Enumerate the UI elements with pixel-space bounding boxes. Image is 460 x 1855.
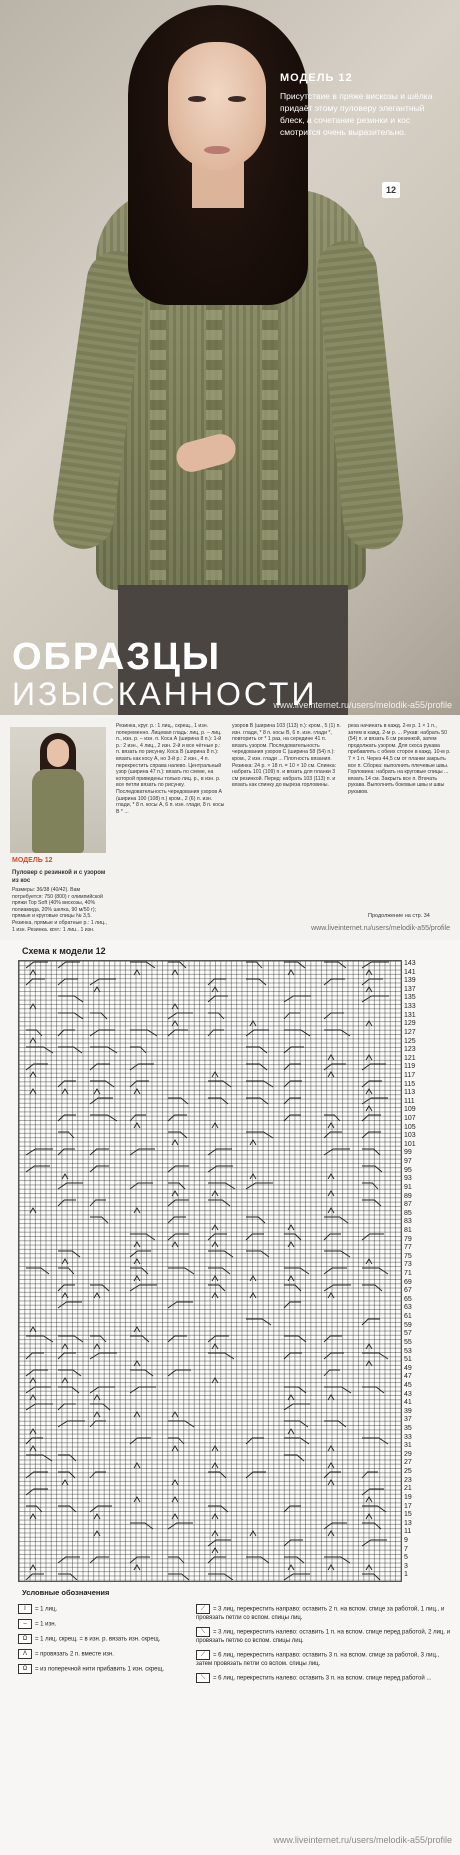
instructions-column-3: узоров В (ширина 103 (113) п.): кром., 5 (1) п. изн. глади, * 8 п. косы В, 6 п. изн. глади *, повторить от * 1 раз, на середине 41 п. вязать узором. Последовательность чередования узоров С (ширина 58 (54) п.): кром., 2 изн. глади ... Плотность вязания. Резинка: 24 р. × 18 п. = 10 × 10 см. Спинка: набрать 101 (109) п. и вязать для планки 3 см резинкой. Перед: набрать 103 (113) п. и вязать как спинку до выреза горловины. bbox=[232, 723, 341, 789]
legend-title: Условные обозначения bbox=[22, 1588, 110, 1597]
row-number: 3 bbox=[404, 1562, 408, 1570]
row-number: 63 bbox=[404, 1304, 412, 1312]
model-title: МОДЕЛЬ 12 bbox=[280, 72, 353, 84]
model-description: Присутствие в пряже вискозы и шёлка придаёт этому пуловеру элегантный блеск, а сочетание резинки и кос смотрится очень выразительно. bbox=[280, 91, 433, 137]
legend-text: = 1 лиц. bbox=[35, 1606, 58, 1613]
legend-item bbox=[196, 1673, 452, 1683]
model-lips bbox=[204, 146, 230, 154]
row-number: 69 bbox=[404, 1278, 412, 1286]
row-number: 93 bbox=[404, 1175, 412, 1183]
legend-symbol-icon: ⟋ bbox=[196, 1604, 210, 1614]
legend-symbol-icon: ⟋ bbox=[196, 1650, 210, 1660]
legend-item bbox=[18, 1664, 188, 1674]
row-number: 85 bbox=[404, 1209, 412, 1217]
row-number: 81 bbox=[404, 1226, 412, 1234]
row-number: 41 bbox=[404, 1399, 412, 1407]
model-eye bbox=[228, 96, 246, 102]
row-number: 1 bbox=[404, 1571, 408, 1579]
legend-text: = провязать 2 п. вместе изн. bbox=[35, 1651, 114, 1658]
headline-line-1: ОБРАЗЦЫ bbox=[12, 636, 222, 678]
row-number: 29 bbox=[404, 1450, 412, 1458]
instructions-column-1: Размеры: 36/38 (40/42). Вам потребуется: 750 (800) г олимпийской пряжи Top Soft (40% вискозы, 40% полиамида, 20% шелка, 90 м/50 г); прямые и круговые спицы № 3,5. Резинка, прямые и обратные р.: 1 лиц., 1 изн. Резинка, круг.: 1 лиц., 1 изн. bbox=[12, 887, 107, 931]
legend-symbol-icon: Ω bbox=[18, 1634, 32, 1644]
instructions-column-4: реза начинать в кажд. 2-м р. 1 × 1 п., затем в кажд. 2-м р. ... Рукав: набрать 50 (54) п. и вязать 6 см резинкой, затем продолжать узором. Для скоса рукава прибавлять с обеих сторон в кажд. 10-м р. 7 × 1 п. Через 44,5 см от планки закрыть все п. Сборка: выполнить плечевые швы. Горловина: набрать на круговые спицы ... вязать 14 см. Закрыть все п. Втачать рукава. Выполнить боковые швы и швы рукавов. bbox=[348, 723, 451, 795]
legend-left bbox=[18, 1604, 188, 1679]
row-number: 49 bbox=[404, 1364, 412, 1372]
row-number: 141 bbox=[404, 968, 416, 976]
row-number: 95 bbox=[404, 1166, 412, 1174]
continued-note: Продолжение на стр. 34 bbox=[368, 913, 430, 919]
legend-item bbox=[196, 1604, 452, 1622]
row-number: 31 bbox=[404, 1442, 412, 1450]
row-number: 65 bbox=[404, 1295, 412, 1303]
row-number: 15 bbox=[404, 1511, 412, 1519]
row-number: 67 bbox=[404, 1287, 412, 1295]
thumb-face bbox=[47, 739, 69, 767]
cover-watermark: www.liveinternet.ru/users/melodik-a55/profile bbox=[273, 700, 452, 710]
legend-symbol-icon: Ω bbox=[18, 1664, 32, 1674]
row-number: 111 bbox=[404, 1097, 415, 1105]
legend-symbol-icon: I bbox=[18, 1604, 32, 1614]
instructions-subtitle: Пуловер с резинкой и с узором из кос bbox=[12, 870, 106, 884]
instructions-model-label: МОДЕЛЬ 12 bbox=[12, 857, 53, 864]
row-number: 75 bbox=[404, 1252, 412, 1260]
row-number: 137 bbox=[404, 985, 416, 993]
instructions-column-2: Резинка, круг. р.: 1 лиц., скрещ., 1 изн. попеременно. Лицевая гладь: лиц. р. – лиц. п., изн. р. – изн. п. Коса А (ширина 8 п.): 1-й р.: 2 изн., 4 лиц., 2 изн. 2-й и все чётные р.: п. вязать по рисунку. Коса В (ширина 8 п.): вязать как косу А, но 3-й р.: 2 изн., 4 п. перекрестить справа налево. Центральный узор (ширина 47 п.): вязать по схеме, на которой приведены только лиц. р., в изн. р. все петли вязать по рисунку. Последовательность чередования узоров А (ширина 100 (108) п.) кром., 2 (6) п. изн. глади, * 8 п. косы А, 6 п. изн. глади, 8 п. косы В * ... bbox=[116, 723, 225, 815]
row-number: 9 bbox=[404, 1536, 408, 1544]
legend-symbol-icon: Λ bbox=[18, 1649, 32, 1659]
instructions-watermark: www.liveinternet.ru/users/melodik-a55/profile bbox=[311, 925, 450, 932]
row-number: 119 bbox=[404, 1063, 416, 1071]
row-number: 17 bbox=[404, 1502, 412, 1510]
legend-text: = 1 изн. bbox=[35, 1621, 57, 1628]
row-number: 37 bbox=[404, 1416, 412, 1424]
row-number: 143 bbox=[404, 960, 416, 967]
row-number: 89 bbox=[404, 1192, 412, 1200]
chart-title: Схема к модели 12 bbox=[22, 946, 106, 956]
row-number: 13 bbox=[404, 1519, 412, 1527]
legend-text: = 6 лиц. перекрестить направо: оставить 3 п. на вспом. спице за работой, 3 лиц., затем провязать петли со вспом. спицы лиц. bbox=[196, 1652, 440, 1667]
row-number: 135 bbox=[404, 994, 416, 1002]
row-number: 7 bbox=[404, 1545, 408, 1553]
row-number: 139 bbox=[404, 977, 416, 985]
row-number: 99 bbox=[404, 1149, 412, 1157]
knitting-chart-grid bbox=[18, 960, 402, 1582]
thumb-body bbox=[32, 769, 84, 853]
row-number: 113 bbox=[404, 1089, 416, 1097]
headline-line-2: ИЗЫСКАННОСТИ bbox=[12, 676, 318, 712]
cover-photo bbox=[0, 0, 460, 715]
row-number: 73 bbox=[404, 1261, 412, 1269]
model-eye bbox=[188, 96, 206, 102]
row-number: 45 bbox=[404, 1381, 412, 1389]
row-number: 109 bbox=[404, 1106, 416, 1114]
row-number: 71 bbox=[404, 1270, 412, 1277]
row-number: 53 bbox=[404, 1347, 412, 1355]
row-number: 105 bbox=[404, 1123, 416, 1131]
legend-text: = 3 лиц. перекрестить налево: оставить 1 п. на вспом. спице перед работой, 2 лиц. и провязать петлю со вспом. спицы лиц. bbox=[196, 1629, 451, 1644]
model-thumbnail bbox=[10, 727, 106, 853]
legend-item bbox=[196, 1650, 452, 1668]
row-number: 83 bbox=[404, 1218, 412, 1226]
row-number: 97 bbox=[404, 1158, 412, 1166]
row-number: 23 bbox=[404, 1476, 412, 1484]
row-number: 131 bbox=[404, 1011, 416, 1019]
knitting-chart-section bbox=[0, 940, 460, 1855]
legend-text: = 3 лиц. перекрестить направо: оставить 2 п. на вспом. спице за работой, 1 лиц., и провязать петли со вспом. спицы лиц. bbox=[196, 1606, 445, 1621]
row-number: 79 bbox=[404, 1235, 412, 1243]
row-number: 121 bbox=[404, 1054, 416, 1062]
chart-watermark: www.liveinternet.ru/users/melodik-a55/profile bbox=[273, 1835, 452, 1845]
row-number: 77 bbox=[404, 1244, 412, 1252]
row-number: 91 bbox=[404, 1183, 412, 1191]
row-number: 25 bbox=[404, 1468, 412, 1476]
row-number: 21 bbox=[404, 1485, 412, 1493]
legend-symbol-icon: ⟍ bbox=[196, 1673, 210, 1683]
row-number: 101 bbox=[404, 1140, 416, 1148]
row-number: 5 bbox=[404, 1554, 408, 1562]
row-number: 103 bbox=[404, 1132, 416, 1140]
row-number: 115 bbox=[404, 1080, 416, 1088]
legend-symbol-icon: ⟍ bbox=[196, 1627, 210, 1637]
row-number: 19 bbox=[404, 1493, 412, 1501]
row-number: 33 bbox=[404, 1433, 412, 1441]
row-number: 51 bbox=[404, 1356, 412, 1364]
legend-symbol-icon: – bbox=[18, 1619, 32, 1629]
legend-item bbox=[18, 1649, 188, 1659]
row-number: 125 bbox=[404, 1037, 416, 1045]
row-number: 123 bbox=[404, 1046, 416, 1054]
row-number: 43 bbox=[404, 1390, 412, 1398]
row-number: 57 bbox=[404, 1330, 412, 1338]
instructions-page bbox=[0, 715, 460, 940]
row-number: 35 bbox=[404, 1425, 412, 1432]
row-number: 59 bbox=[404, 1321, 412, 1329]
row-number: 39 bbox=[404, 1407, 412, 1415]
row-number-column bbox=[404, 960, 448, 1580]
legend-text: = 6 лиц. перекрестить налево: оставить 3 п. на вспом. спице перед работой ... bbox=[213, 1675, 432, 1682]
legend-text: = 1 лиц. скрещ. = в изн. р. вязать изн. скрещ. bbox=[35, 1636, 161, 1643]
row-number: 133 bbox=[404, 1003, 416, 1011]
page-number-badge: 12 bbox=[382, 182, 400, 198]
row-number: 87 bbox=[404, 1201, 412, 1209]
legend-text: = из поперечной нити прибавить 1 изн. скрещ. bbox=[35, 1666, 165, 1673]
legend-item bbox=[18, 1634, 188, 1644]
row-number: 107 bbox=[404, 1115, 416, 1122]
row-number: 47 bbox=[404, 1373, 412, 1381]
row-number: 27 bbox=[404, 1459, 412, 1467]
legend-right bbox=[196, 1604, 452, 1688]
legend-item bbox=[18, 1604, 188, 1614]
row-number: 129 bbox=[404, 1020, 416, 1028]
legend-item bbox=[18, 1619, 188, 1629]
row-number: 127 bbox=[404, 1028, 416, 1036]
row-number: 55 bbox=[404, 1338, 412, 1346]
legend-item bbox=[196, 1627, 452, 1645]
row-number: 117 bbox=[404, 1071, 416, 1079]
row-number: 11 bbox=[404, 1528, 412, 1536]
row-number: 61 bbox=[404, 1313, 412, 1321]
